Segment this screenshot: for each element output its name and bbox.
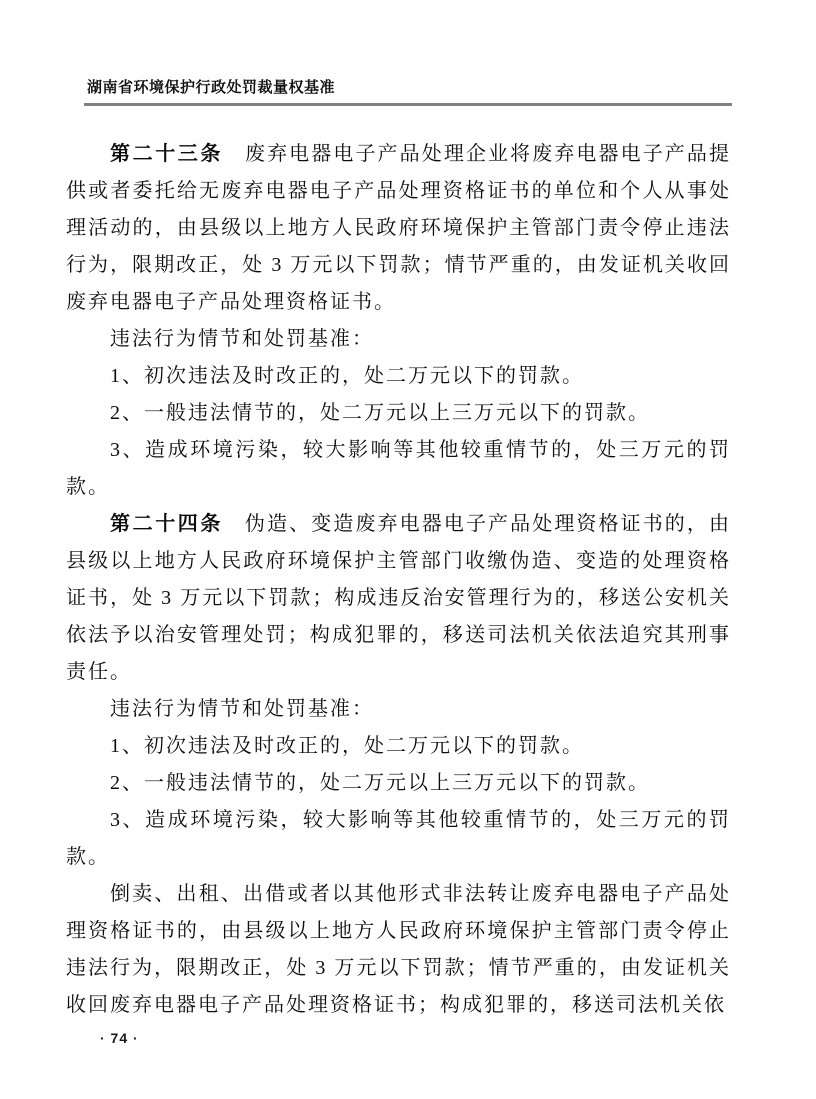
article-23-text: 废弃电器电子产品处理企业将废弃电器电子产品提供或者委托给无废弃电器电子产品处理资格证书的单位和个人从事处理活动的，由县级以上地方人民政府环境保护主管部门责令停止违法行为，限期改正，处 3 万元以下罚款；情节严重的，由发证机关收回废弃电器电子产品处理资格证书。	[66, 143, 732, 313]
article-24-text: 伪造、变造废弃电器电子产品处理资格证书的，由县级以上地方人民政府环境保护主管部门收缴伪造、变造的处理资格证书，处 3 万元以下罚款；构成违反治安管理行为的，移送公安机关依法予以治安管理处罚；构成犯罪的，移送司法机关依法追究其刑事责任。	[66, 513, 732, 683]
header-divider-rule	[84, 103, 732, 106]
penalty-item-1-1: 1、初次违法及时改正的，处二万元以下的罚款。	[110, 365, 584, 387]
penalty-basis-heading-1: 违法行为情节和处罚基准：	[110, 328, 374, 350]
document-body	[66, 136, 731, 1024]
penalty-item-2-3: 3、造成环境污染，较大影响等其他较重情节的，处三万元的罚款。	[66, 809, 731, 868]
article-24-paragraph	[66, 506, 731, 691]
page-number: · 74 ·	[100, 1030, 139, 1046]
running-header	[84, 80, 732, 106]
penalty-item-2-2: 2、一般违法情节的，处二万元以上三万元以下的罚款。	[110, 772, 650, 794]
penalty-item-1-2: 2、一般违法情节的，处二万元以上三万元以下的罚款。	[110, 402, 650, 424]
article-24-label: 第二十四条	[110, 513, 223, 535]
article-24-continuation-paragraph: 倒卖、出租、出借或者以其他形式非法转让废弃电器电子产品处理资格证书的，由县级以上地方人民政府环境保护主管部门责令停止违法行为，限期改正，处 3 万元以下罚款；情节严重的，由发证机关收回废弃电器电子产品处理资格证书；构成犯罪的，移送司法机关依	[66, 883, 731, 1016]
penalty-item-2-1: 1、初次违法及时改正的，处二万元以下的罚款。	[110, 735, 584, 757]
penalty-item-1-3: 3、造成环境污染，较大影响等其他较重情节的，处三万元的罚款。	[66, 439, 731, 498]
running-header-title: 湖南省环境保护行政处罚裁量权基准	[87, 79, 336, 96]
penalty-basis-heading-2: 违法行为情节和处罚基准：	[110, 698, 374, 720]
article-23-label: 第二十三条	[110, 143, 223, 165]
article-23-paragraph	[66, 136, 731, 321]
